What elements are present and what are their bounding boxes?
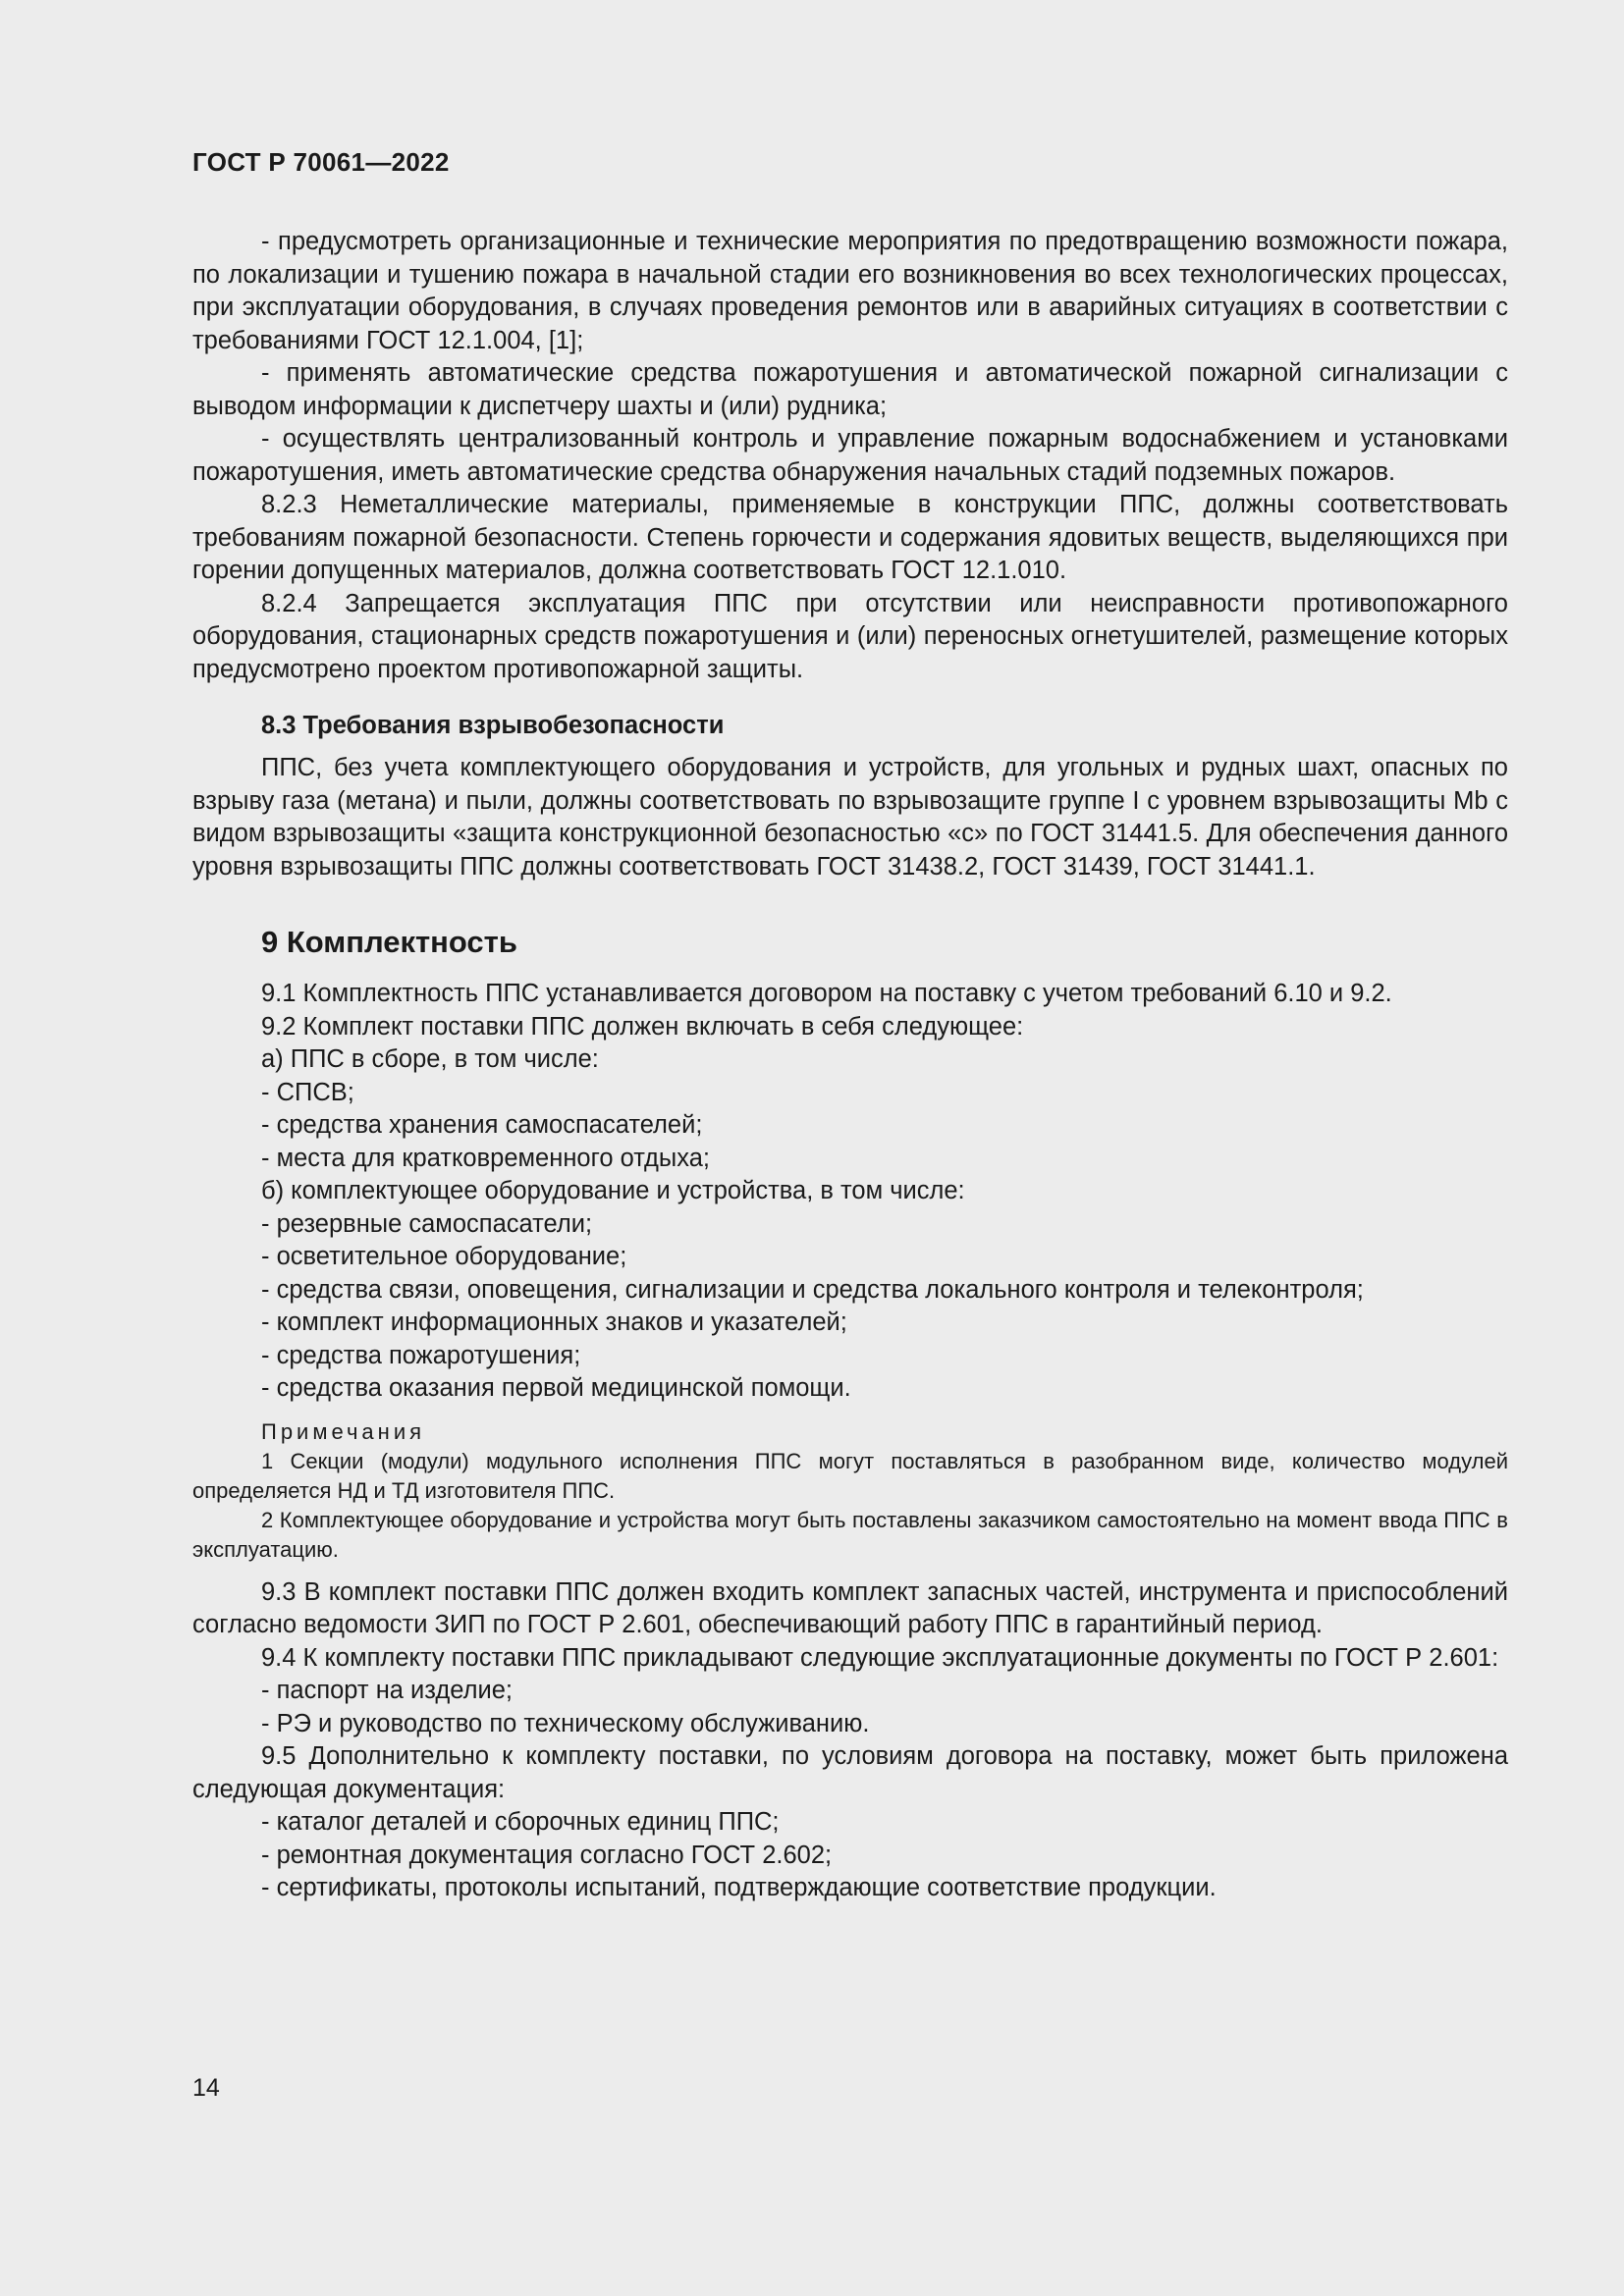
list-item: - сертификаты, протоколы испытаний, подтверждающие соответствие продукции.	[261, 1874, 1217, 1901]
list-item: - РЭ и руководство по техническому обслуживанию.	[261, 1709, 870, 1737]
list-item: - места для кратковременного отдыха;	[261, 1144, 710, 1172]
notes-label: Примечания	[261, 1418, 426, 1444]
list-item: 9.1 Комплектность ППС устанавливается договором на поставку с учетом требований 6.10 и 9.2.	[261, 980, 1392, 1007]
page-number: 14	[192, 2074, 220, 2102]
paragraph-8-2-3: 8.2.3 Неметаллические материалы, применяемые в конструкции ППС, должны соответствовать требованиям пожарной безопасности. Степень горючести и содержания ядовитых веществ, выделяющихся при горении допущенных материалов, должна соответствовать ГОСТ 12.1.010.	[192, 491, 1508, 584]
subsection-title-8-3: 8.3 Требования взрывобезопасности	[261, 712, 725, 739]
list-item: - паспорт на изделие;	[261, 1677, 514, 1704]
paragraph: - предусмотреть организационные и технические мероприятия по предотвращению возможности пожара, по локализации и тушению пожара в начальной стадии его возникновения во всех технологических процессах, при эксплуатации оборудования, в случаях проведения ремонтов или в аварийных ситуациях в соответствии с требованиями ГОСТ 12.1.004, [1];	[192, 228, 1508, 354]
list-item: - СПСВ;	[261, 1078, 354, 1106]
list-item: - комплект информационных знаков и указателей;	[261, 1308, 847, 1336]
list-item: - средства оказания первой медицинской помощи.	[261, 1374, 851, 1402]
list-item: - каталог деталей и сборочных единиц ППС;	[261, 1808, 780, 1836]
note-2: 2 Комплектующее оборудование и устройства могут быть поставлены заказчиком самостоятельно на момент ввода ППС в эксплуатацию.	[192, 1507, 1508, 1562]
paragraph-9-4: 9.4 К комплекту поставки ППС прикладывают следующие эксплуатационные документы по ГОСТ Р 2.601:	[261, 1643, 1499, 1672]
document-code-header: ГОСТ Р 70061—2022	[192, 147, 450, 177]
list-item: - ремонтная документация согласно ГОСТ 2.602;	[261, 1841, 833, 1869]
list-item: - резервные самоспасатели;	[261, 1209, 593, 1238]
list-item: - средства связи, оповещения, сигнализации и средства локального контроля и телеконтроля;	[261, 1275, 1364, 1304]
paragraph: - применять автоматические средства пожаротушения и автоматической пожарной сигнализации с выводом информации к диспетчеру шахты и (или) рудника;	[192, 359, 1508, 420]
section-title-9: 9 Комплектность	[261, 925, 517, 959]
list-item: б) комплектующее оборудование и устройства, в том числе:	[261, 1177, 965, 1204]
list-item: - осветительное оборудование;	[261, 1243, 627, 1270]
list-item: - средства хранения самоспасателей;	[261, 1111, 703, 1139]
paragraph-8-2-4: 8.2.4 Запрещается эксплуатация ППС при отсутствии или неисправности противопожарного оборудования, стационарных средств пожаротушения и (или) переносных огнетушителей, размещение которых предусмотрено проектом противопожарной защиты.	[192, 589, 1508, 683]
paragraph-9-5: 9.5 Дополнительно к комплекту поставки, по условиям договора на поставку, может быть приложена следующая документация:	[192, 1742, 1508, 1803]
note-1: 1 Секции (модули) модульного исполнения ППС могут поставляться в разобранном виде, количество модулей определяется НД и ТД изготовителя ППС.	[192, 1448, 1508, 1503]
document-body	[192, 226, 1508, 1905]
list-item: - средства пожаротушения;	[261, 1341, 581, 1369]
paragraph-8-3: ППС, без учета комплектующего оборудования и устройств, для угольных и рудных шахт, опасных по взрыву газа (метана) и пыли, должны соответствовать по взрывозащите группе I с уровнем взрывозащиты Mb с видом взрывозащиты «защита конструкционной безопасностью «с» по ГОСТ 31441.5. Для обеспечения данного уровня взрывозащиты ППС должны соответствовать ГОСТ 31438.2, ГОСТ 31439, ГОСТ 31441.1.	[192, 754, 1508, 881]
paragraph-9-3: 9.3 В комплект поставки ППС должен входить комплект запасных частей, инструмента и приспособлений согласно ведомости ЗИП по ГОСТ Р 2.601, обеспечивающий работу ППС в гарантийный период.	[192, 1577, 1508, 1638]
paragraph: - осуществлять централизованный контроль и управление пожарным водоснабжением и установками пожаротушения, иметь автоматические средства обнаружения начальных стадий подземных пожаров.	[192, 425, 1508, 486]
list-item: 9.2 Комплект поставки ППС должен включать в себя следующее:	[261, 1012, 1024, 1041]
list-item: а) ППС в сборе, в том числе:	[261, 1045, 599, 1073]
